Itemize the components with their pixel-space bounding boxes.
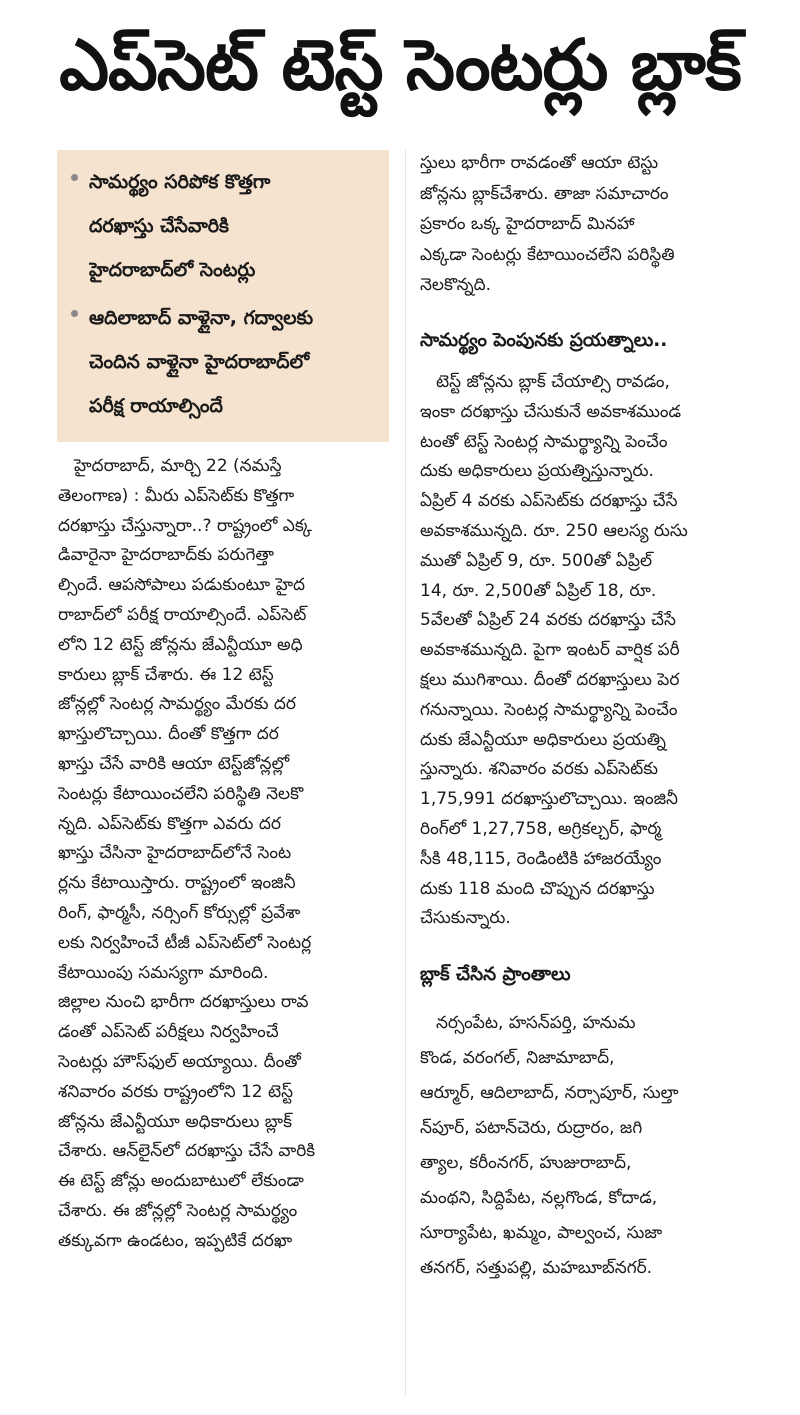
body-line: కొండ, వరంగల్‌, నిజామాబాద్‌, [420,1048,615,1069]
body-line: స్తున్నారు. శనివారం వరకు ఎప్‌సెట్‌కు [420,759,658,780]
body-line: క్షలు ముగిశాయి. దీంతో దరఖాస్తులు పెర [420,669,680,690]
body-line: నర్సంపేట, హసన్‌పర్తి, హనుమ [436,1013,636,1034]
highlight-line: హైదరాబాద్‌లో సెంటర్లు [89,259,256,281]
bullet-icon [71,310,78,317]
body-line: 14, రూ. 2,500తో ఏప్రిల్‌ 18, రూ. [420,580,657,601]
body-line: దుకు 118 మంది చొప్పున దరఖాస్తు [420,878,655,899]
column-divider [405,150,406,1395]
headline: ఎప్‌సెట్‌ టెస్ట్‌ సెంటర్లు బ్లాక్‌ [59,23,741,106]
bullet-icon [71,174,78,181]
body-line: ల్సిందే. ఆపసోపాలు పడుకుంటూ హైద [58,575,306,596]
highlight-line: చెందిన వాళ్లైనా హైదరాబాద్‌లో [89,351,310,373]
body-line: శనివారం వరకు రాష్ట్రంలోని 12 టెస్ట్‌ [58,1081,294,1102]
body-line: ఏప్రిల్‌ 4 వరకు ఎప్‌సెట్‌కు దరఖాస్తు చేసే [420,491,678,512]
body-line: నెలకొన్నది. [420,275,492,296]
highlight-box [57,150,389,442]
body-line: 5వేలతో ఏప్రిల్‌ 24 వరకు దరఖాస్తు చేసే [420,610,676,631]
body-line: తెలంగాణ) : మీరు ఎప్‌సెట్‌కు కొత్తగా [58,485,295,506]
body-line: తనగర్‌, సత్తుపల్లి, మహబూబ్‌నగర్‌. [420,1258,653,1279]
highlight-line: దరఖాస్తు చేసేవారికి [89,215,229,237]
body-line: డివారైనా హైదరాబాద్‌కు పరుగెత్తా [58,545,274,566]
body-line: దుకు జేఎన్టీయూ అధికారులు ప్రయత్ని [420,729,666,750]
body-line: న్నది. ఎప్‌సెట్‌కు కొత్తగా ఎవరు దర [58,813,281,834]
highlight-item [71,296,379,428]
paragraph [420,368,772,934]
body-line: ఖాస్తులొచ్చాయి. దీంతో కొత్తగా దర [58,724,279,745]
highlight-line: పరీక్ష రాయాల్సిందే [89,395,223,417]
body-line: డంతో ఎప్‌సెట్‌ పరీక్షలు నిర్వహించే [58,1022,279,1043]
body-line: తక్కువగా ఉండటం, ఇప్పటికే దరఖా [58,1230,293,1251]
body-line: మంథని, సిద్దిపేట, నల్లగొండ, కోదాడ, [420,1188,658,1209]
body-line: టెస్ట్‌ జోన్లను బ్లాక్‌ చేయాల్సి రావడం, [436,371,670,392]
body-line: ఖాస్తు చేసే వారికి ఆయా టెస్ట్‌జోన్లల్లో [58,753,290,774]
body-line: జోన్లను బ్లాక్‌చేశారు. తాజా సమాచారం [420,183,669,204]
body-line: లోని 12 టెస్ట్‌ జోన్లను జేఎన్టీయూ అధి [58,634,303,655]
highlight-item [71,160,379,292]
body-line: ప్రకారం ఒక్క హైదరాబాద్‌ మినహా [420,214,635,235]
body-line: ఈ టెస్ట్‌ జోన్లు అందుబాటులో లేకుండా [58,1171,304,1192]
body-line: న్‌పూర్‌, పటాన్‌చెరు, రుద్రారం, జగి [420,1118,643,1139]
body-line: దుకు అధికారులు ప్రయత్నిస్తున్నారు. [420,461,654,482]
body-line: టంతో టెస్ట్‌ సెంటర్ల సామర్థ్యాన్ని పెంచేం [420,431,668,452]
article-right-column [420,148,772,1286]
body-line: లకు నిర్వహించే టీజీ ఎప్‌సెట్‌లో సెంటర్ల [58,932,312,953]
body-line: అవకాశమున్నది. పైగా ఇంటర్‌ వార్షిక పరీ [420,640,680,661]
paragraph [420,148,772,301]
body-line: సూర్యాపేట, ఖమ్మం, పాల్వంచ, సుజా [420,1223,663,1244]
paragraph [420,1006,772,1286]
subheading: సామర్థ్యం పెంపునకు ప్రయత్నాలు.. [420,329,668,351]
body-line: 1,75,991 దరఖాస్తులొచ్చాయి. ఇంజినీ [420,789,678,810]
body-line: ఖాస్తు చేసినా హైదరాబాద్‌లోనే సెంట [58,843,292,864]
body-line: హైదరాబాద్‌, మార్చి 22 (నమస్తే [74,456,282,476]
body-line: రింగ్‌లో 1,27,758, అగ్రికల్చర్‌, ఫార్మ [420,818,662,839]
body-line: ఆర్మూర్‌, ఆదిలాబాద్‌, నర్సాపూర్‌, సుల్తా [420,1083,679,1104]
highlight-line: ఆదిలాబాద్‌ వాళ్లైనా, గద్వాలకు [89,307,314,329]
body-line: స్తులు భారీగా రావడంతో ఆయా టెస్టు [420,153,659,173]
body-line: జోన్లల్లో సెంటర్ల సామర్థ్యం మేరకు దర [58,694,296,715]
body-line: ర్లను కేటాయిస్తారు. రాష్ట్రంలో ఇంజినీ [58,873,296,894]
body-line: ముతో ఏప్రిల్‌ 9, రూ. 500తో ఏప్రిల్‌ [420,550,653,571]
body-line: జోన్లను జేఎన్టీయూ అధికారులు బ్లాక్‌ [58,1111,292,1132]
body-line: చేశారు. ఈ జోన్లల్లో సెంటర్ల సామర్థ్యం [58,1200,298,1221]
body-line: ఎక్కడా సెంటర్లు కేటాయించలేని పరిస్థితి [420,244,675,265]
highlight-line: సామర్థ్యం సరిపోక కొత్తగా [89,171,271,193]
body-line: అవకాశమున్నది. రూ. 250 ఆలస్య రుసు [420,520,688,541]
body-line: కారులు బ్లాక్‌ చేశారు. ఈ 12 టెస్ట్‌ [58,664,274,685]
body-line: దరఖాస్తు చేస్తున్నారా..? రాష్ట్రంలో ఎక్క [58,515,312,536]
body-line: సీకి 48,115, రెండింటికి హాజరయ్యేం [420,848,662,869]
subheading: బ్లాక్‌ చేసిన ప్రాంతాలు [420,964,571,986]
body-line: కేటాయింపు సమస్యగా మారింది. [58,962,269,983]
body-line: రాబాద్‌లో పరీక్ష రాయాల్సిందే. ఎప్‌సెట్‌ [58,604,307,625]
body-line: త్యాల, కరీంనగర్‌, హుజురాబాద్‌, [420,1153,632,1174]
body-line: చేశారు. ఆన్‌లైన్‌లో దరఖాస్తు చేసే వారికి [58,1141,316,1162]
body-line: చేసుకున్నారు. [420,908,511,929]
body-line: సెంటర్లు హౌస్‌ఫుల్‌ అయ్యాయి. దీంతో [58,1051,301,1072]
body-line: గనున్నాయి. సెంటర్ల సామర్థ్యాన్ని పెంచేం [420,699,678,720]
body-line: సెంటర్లు కేటాయించలేని పరిస్థితి నెలకొ [58,783,304,804]
body-line: జిల్లాల నుంచి భారీగా దరఖాస్తులు రావ [58,992,309,1013]
body-line: రింగ్‌, ఫార్మసీ, నర్సింగ్‌ కోర్సుల్లో ప్రవేశా [58,902,301,923]
body-line: ఇంకా దరఖాస్తు చేసుకునే అవకాశముండ [420,401,682,422]
article-left-column [58,452,393,1257]
